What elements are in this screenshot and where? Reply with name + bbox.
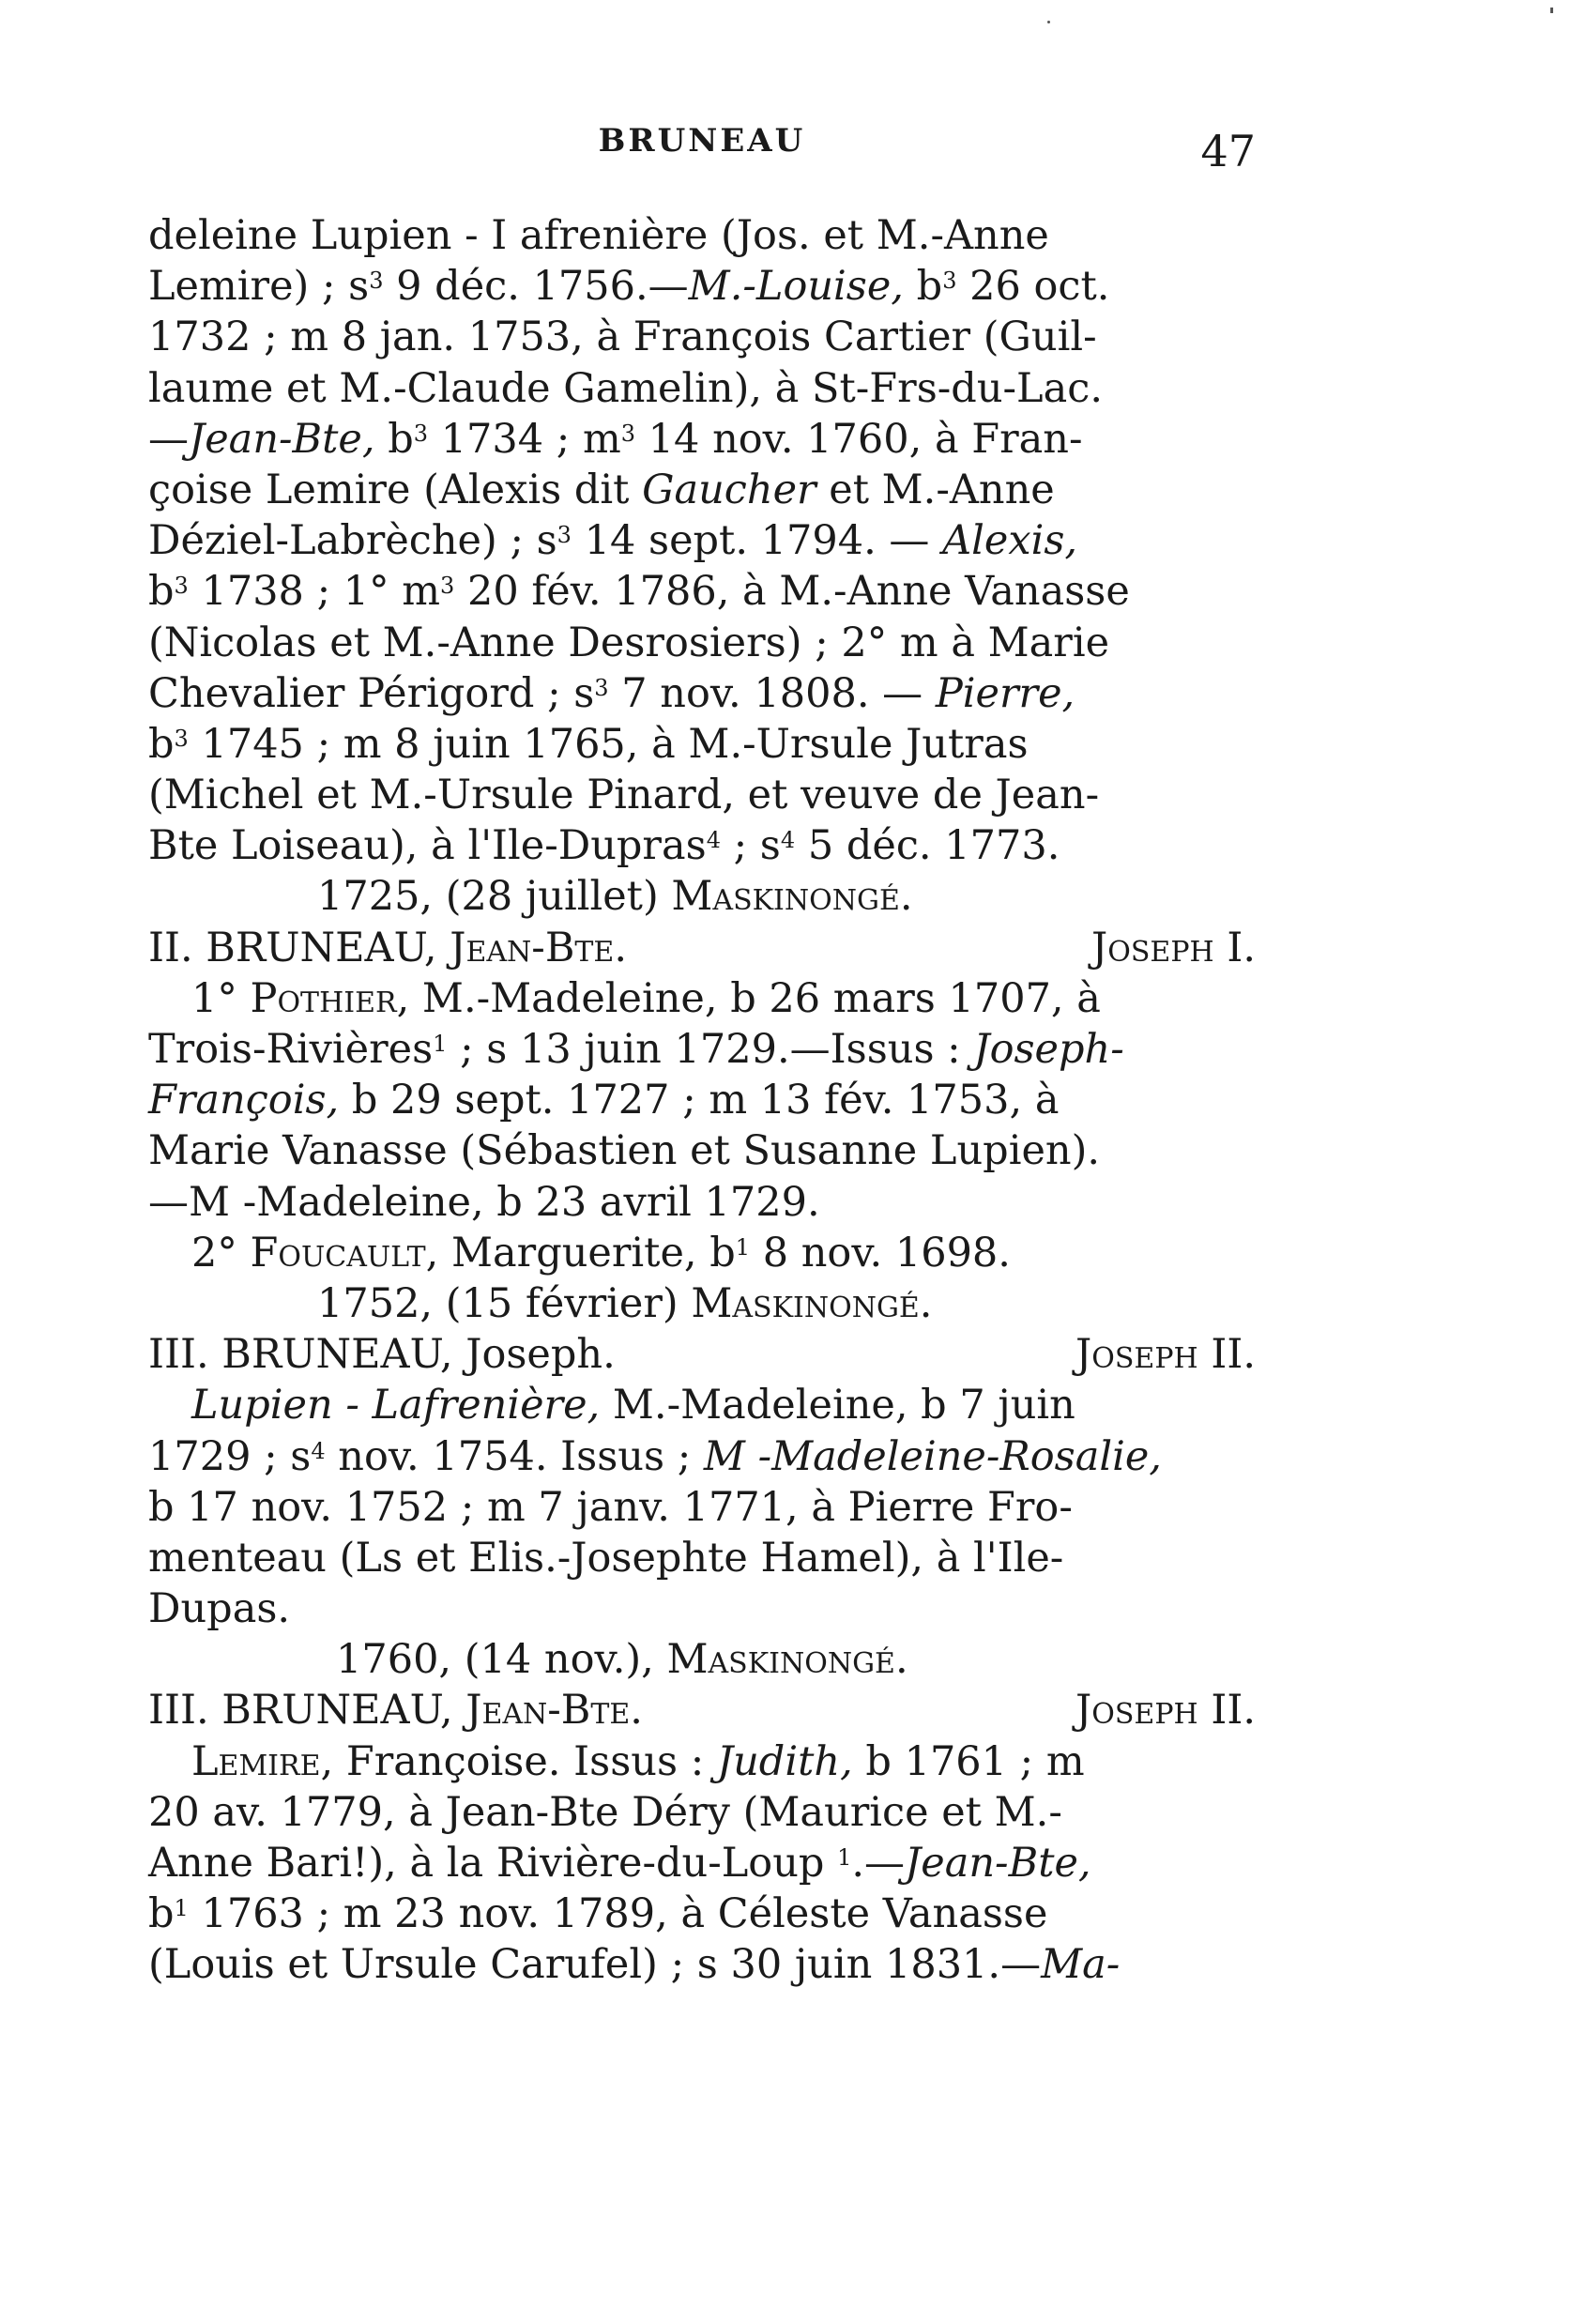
- entry-heading-left: II. BRUNEAU, Jean-Bte.: [148, 924, 627, 971]
- text-line: Lupien - Lafrenière, M.-Madeleine, b 7 juin: [191, 1382, 1075, 1430]
- running-head: [148, 122, 1256, 178]
- entry-dateline: 1752, (15 février) Maskinongé.: [317, 1279, 933, 1327]
- text-line: 20 av. 1779, à Jean-Bte Déry (Maurice et M.-: [148, 1788, 1062, 1836]
- text-line: Déziel-Labrèche) ; $s^3$ 14 sept. 1794. — Alexis,: [148, 517, 1078, 565]
- text-line: —M -Madeleine, b 23 avril 1729.: [148, 1178, 820, 1226]
- text-line: $b^3$ 1745 ; m 8 juin 1765, à M.-Ursule Jutras: [148, 720, 1029, 768]
- speck-mark: [1047, 21, 1050, 23]
- entry-heading-right: Joseph I.: [1091, 924, 1256, 971]
- entry-heading-right: Joseph II.: [1075, 1331, 1256, 1379]
- text-line: Lemire) ; $s^3$ 9 déc. 1756.—M.-Louise, $b^3$ 26 oct.: [148, 263, 1110, 311]
- text-line: Chevalier Périgord ; $s^3$ 7 nov. 1808. — Pierre,: [148, 669, 1075, 717]
- text-line: (Louis et Ursule Carufel) ; s 30 juin 1831.—Ma-: [148, 1941, 1121, 1989]
- text-line: çoise Lemire (Alexis dit Gaucher et M.-Anne: [148, 466, 1055, 513]
- entry-heading: [148, 1329, 1256, 1380]
- entry-heading-right: Joseph II.: [1075, 1687, 1256, 1735]
- text-line: 2° Foucault, Marguerite, $b^1$ 8 nov. 1698.: [191, 1229, 1011, 1277]
- text-line: Trois-Rivières$^1$ ; s 13 juin 1729.—Issus : Joseph-: [148, 1026, 1124, 1073]
- text-line: (Michel et M.-Ursule Pinard, et veuve de Jean-: [148, 772, 1100, 819]
- text-line: laume et M.-Claude Gamelin), à St-Frs-du-Lac.: [148, 364, 1103, 412]
- text-line: 1729 ; $s^4$ nov. 1754. Issus ; M -Madeleine-Rosalie,: [148, 1432, 1162, 1480]
- text-line: Dupas.: [148, 1585, 291, 1633]
- text-line: $b^3$ 1738 ; 1° $m^3$ 20 fév. 1786, à M.-Anne Vanasse: [148, 568, 1130, 616]
- text-line: Marie Vanasse (Sébastien et Susanne Lupien).: [148, 1127, 1101, 1175]
- text-line: 1° Pothier, M.-Madeleine, b 26 mars 1707, à: [191, 974, 1101, 1022]
- text-line: —Jean-Bte, $b^3$ 1734 ; $m^3$ 14 nov. 1760, à Fran-: [148, 415, 1083, 463]
- entry-heading-left: III. BRUNEAU, Jean-Bte.: [148, 1687, 643, 1735]
- text-line: 1732 ; m 8 jan. 1753, à François Cartier (Guil-: [148, 313, 1097, 361]
- text-line: Anne Bari!), à la Rivière-du-Loup $^1$.—Jean-Bte,: [148, 1840, 1091, 1887]
- text-line: Bte Loiseau), à l'Ile-Dupras$^4$ ; $s^4$ 5 déc. 1773.: [148, 822, 1060, 870]
- entry-heading: [148, 1685, 1256, 1735]
- text-line: Lemire, Françoise. Issus : Judith, b 1761 ; m: [191, 1737, 1085, 1785]
- entry-heading: [148, 923, 1256, 973]
- speck-mark: [1550, 8, 1553, 13]
- text-line: menteau (Ls et Elis.-Josephte Hamel), à l'Ile-: [148, 1534, 1064, 1582]
- page-number: 47: [1200, 126, 1256, 176]
- text-line: b 17 nov. 1752 ; m 7 janv. 1771, à Pierre Fro-: [148, 1483, 1073, 1531]
- text-line: $b^1$ 1763 ; m 23 nov. 1789, à Céleste Vanasse: [148, 1890, 1048, 1938]
- entry-dateline: 1760, (14 nov.), Maskinongé.: [336, 1636, 908, 1684]
- text-line: deleine Lupien - I afrenière (Jos. et M.-Anne: [148, 212, 1049, 259]
- page-body: [148, 210, 1256, 1991]
- running-title: BRUNEAU: [598, 122, 806, 160]
- entry-heading-left: III. BRUNEAU, Joseph.: [148, 1331, 616, 1379]
- text-line: (Nicolas et M.-Anne Desrosiers) ; 2° m à Marie: [148, 619, 1110, 666]
- text-line: François, b 29 sept. 1727 ; m 13 fév. 1753, à: [148, 1077, 1060, 1124]
- entry-dateline: 1725, (28 juillet) Maskinongé.: [317, 873, 913, 921]
